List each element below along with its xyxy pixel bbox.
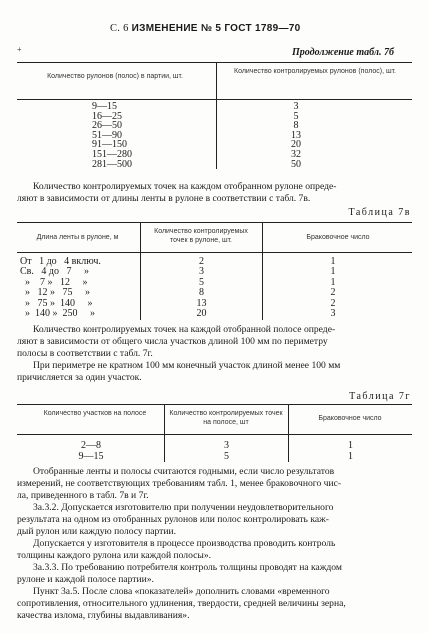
table-cell: 5 bbox=[224, 450, 229, 462]
table-cell: 26—50 bbox=[92, 120, 122, 132]
table-cell: 2 bbox=[199, 256, 204, 267]
paragraph-line: Количество контролируемых точек на каждой отобранной полосе опреде- bbox=[33, 324, 336, 335]
table-cell: 1 bbox=[330, 256, 336, 267]
table-cell: 20 bbox=[291, 139, 301, 151]
table-cell: Св. 4 до 7 » bbox=[20, 266, 89, 278]
table-cell: 3 bbox=[293, 101, 299, 112]
paragraph-1 bbox=[17, 181, 413, 205]
table-cell: 1 bbox=[330, 276, 336, 288]
continuation-label: Продолжение табл. 7б bbox=[291, 47, 394, 58]
table-cell: 8 bbox=[293, 120, 299, 132]
table-7v-col1-header: Длина ленты в рулоне, м bbox=[36, 234, 119, 241]
table-cell: 5 bbox=[199, 276, 204, 288]
paragraph-line: ла, приведенного в табл. 7в и 7г. bbox=[17, 490, 149, 501]
table-cell: 1 bbox=[348, 450, 353, 462]
table-cell: 50 bbox=[291, 158, 301, 170]
page-header bbox=[110, 23, 300, 34]
table-cell: » 7 » 12 » bbox=[20, 276, 88, 288]
paragraph-line: ляют в зависимости от общего числа участков длиной 100 мм по периметру bbox=[17, 336, 328, 347]
paragraph-line: При периметре не кратном 100 мм конечный участок длиной менее 100 мм bbox=[33, 360, 341, 371]
table-cell: 32 bbox=[291, 149, 301, 160]
table-cell: 3 bbox=[199, 266, 204, 278]
paragraph-line: Отобранные ленты и полосы считаются годными, если число результатов bbox=[33, 466, 335, 477]
table-cell: 3 bbox=[224, 440, 229, 451]
paragraph-line: качества излома, глубины выдавливания». bbox=[17, 610, 190, 621]
table-7g-col3-header: Браковочное число bbox=[318, 415, 382, 422]
paragraph-line: результата на одном из отобранных рулонов или полос контролировать каж- bbox=[17, 514, 329, 525]
paragraph-line: дый рулон или каждую полосу партии. bbox=[17, 526, 176, 537]
paragraph-line: причисляется за один участок. bbox=[17, 372, 142, 383]
table-7g-col1-header: Количество участков на полосе bbox=[43, 410, 147, 417]
table-cell: От 1 до 4 включ. bbox=[20, 256, 101, 267]
paragraph-3 bbox=[17, 466, 413, 622]
paragraph-2 bbox=[17, 324, 413, 384]
table-cell: 51—90 bbox=[92, 129, 122, 141]
paragraph-line: 3а.3.2. Допускается изготовителю при получении неудовлетворительного bbox=[33, 502, 334, 513]
table-7g-col2-header: Количество контролируемых точек на полосе, шт bbox=[169, 410, 283, 426]
document-title: ИЗМЕНЕНИЕ № 5 ГОСТ 1789—70 bbox=[131, 23, 301, 34]
page-number: С. 6 bbox=[110, 23, 129, 34]
table-cell: » 75 » 140 » bbox=[20, 297, 93, 309]
table-7v-title: Таблица 7в bbox=[348, 207, 411, 218]
table-cell: » 12 » 75 » bbox=[20, 287, 90, 299]
table-cell: 5 bbox=[293, 110, 299, 122]
paragraph-line: Количество контролируемых точек на каждом отобранном рулоне опреде- bbox=[33, 181, 337, 192]
table-cell: 1 bbox=[348, 440, 353, 451]
table-cell: 9—15 bbox=[92, 101, 117, 112]
table-cell: 151—280 bbox=[92, 149, 132, 160]
table-cell: 13 bbox=[291, 129, 301, 141]
paragraph-line: измерений, не соответствующих требованиям табл. 1, менее браковочного чис- bbox=[17, 478, 342, 489]
table-7b-col2-header: Количество контролируемых рулонов (полос), шт. bbox=[234, 68, 396, 75]
table-cell: 281—500 bbox=[92, 158, 132, 170]
paragraph-line: 3а.3.3. По требованию потребителя контроль толщины проводят на каждом bbox=[33, 562, 342, 573]
table-cell: 13 bbox=[196, 297, 207, 309]
table-cell: 2—8 bbox=[81, 440, 101, 451]
table-cell: 16—25 bbox=[92, 110, 122, 122]
table-cell: 3 bbox=[330, 308, 336, 319]
paragraph-line: толщины каждого рулона или каждой полосы». bbox=[17, 550, 212, 561]
table-cell: 2 bbox=[330, 287, 336, 299]
table-cell: 91—150 bbox=[92, 139, 127, 151]
paragraph-line: ляют в зависимости от длины ленты в рулоне в соответствии с табл. 7в. bbox=[17, 193, 311, 204]
table-7v-col3-header: Браковочное число bbox=[306, 234, 370, 241]
paragraph-line: рулоне и каждой полосе партии». bbox=[17, 574, 154, 585]
paragraph-line: Допускается у изготовителя в процессе производства проводить контроль bbox=[33, 538, 336, 549]
table-7v-col2-header: Количество контролируемых точек в рулоне, шт. bbox=[154, 228, 248, 244]
table-cell: 20 bbox=[196, 308, 207, 319]
table-cell: 1 bbox=[330, 266, 336, 278]
table-7g-title: Таблица 7г bbox=[349, 391, 411, 402]
table-cell: 9—15 bbox=[78, 450, 104, 462]
paragraph-line: сопротивления, относительного удлинения, твердости, средней величины зерна, bbox=[17, 598, 346, 609]
paragraph-line: полосы в соответствии с табл. 7г. bbox=[17, 348, 153, 359]
margin-mark: + bbox=[17, 45, 22, 54]
table-cell: 8 bbox=[199, 287, 204, 299]
table-7b-col1-header: Количество рулонов (полос) в партии, шт. bbox=[47, 73, 183, 80]
table-cell: 2 bbox=[330, 297, 336, 309]
table-cell: » 140 » 250 » bbox=[20, 308, 95, 319]
paragraph-line: Пункт 3а.5. После слова «показателей» дополнить словами «временного bbox=[33, 586, 330, 597]
